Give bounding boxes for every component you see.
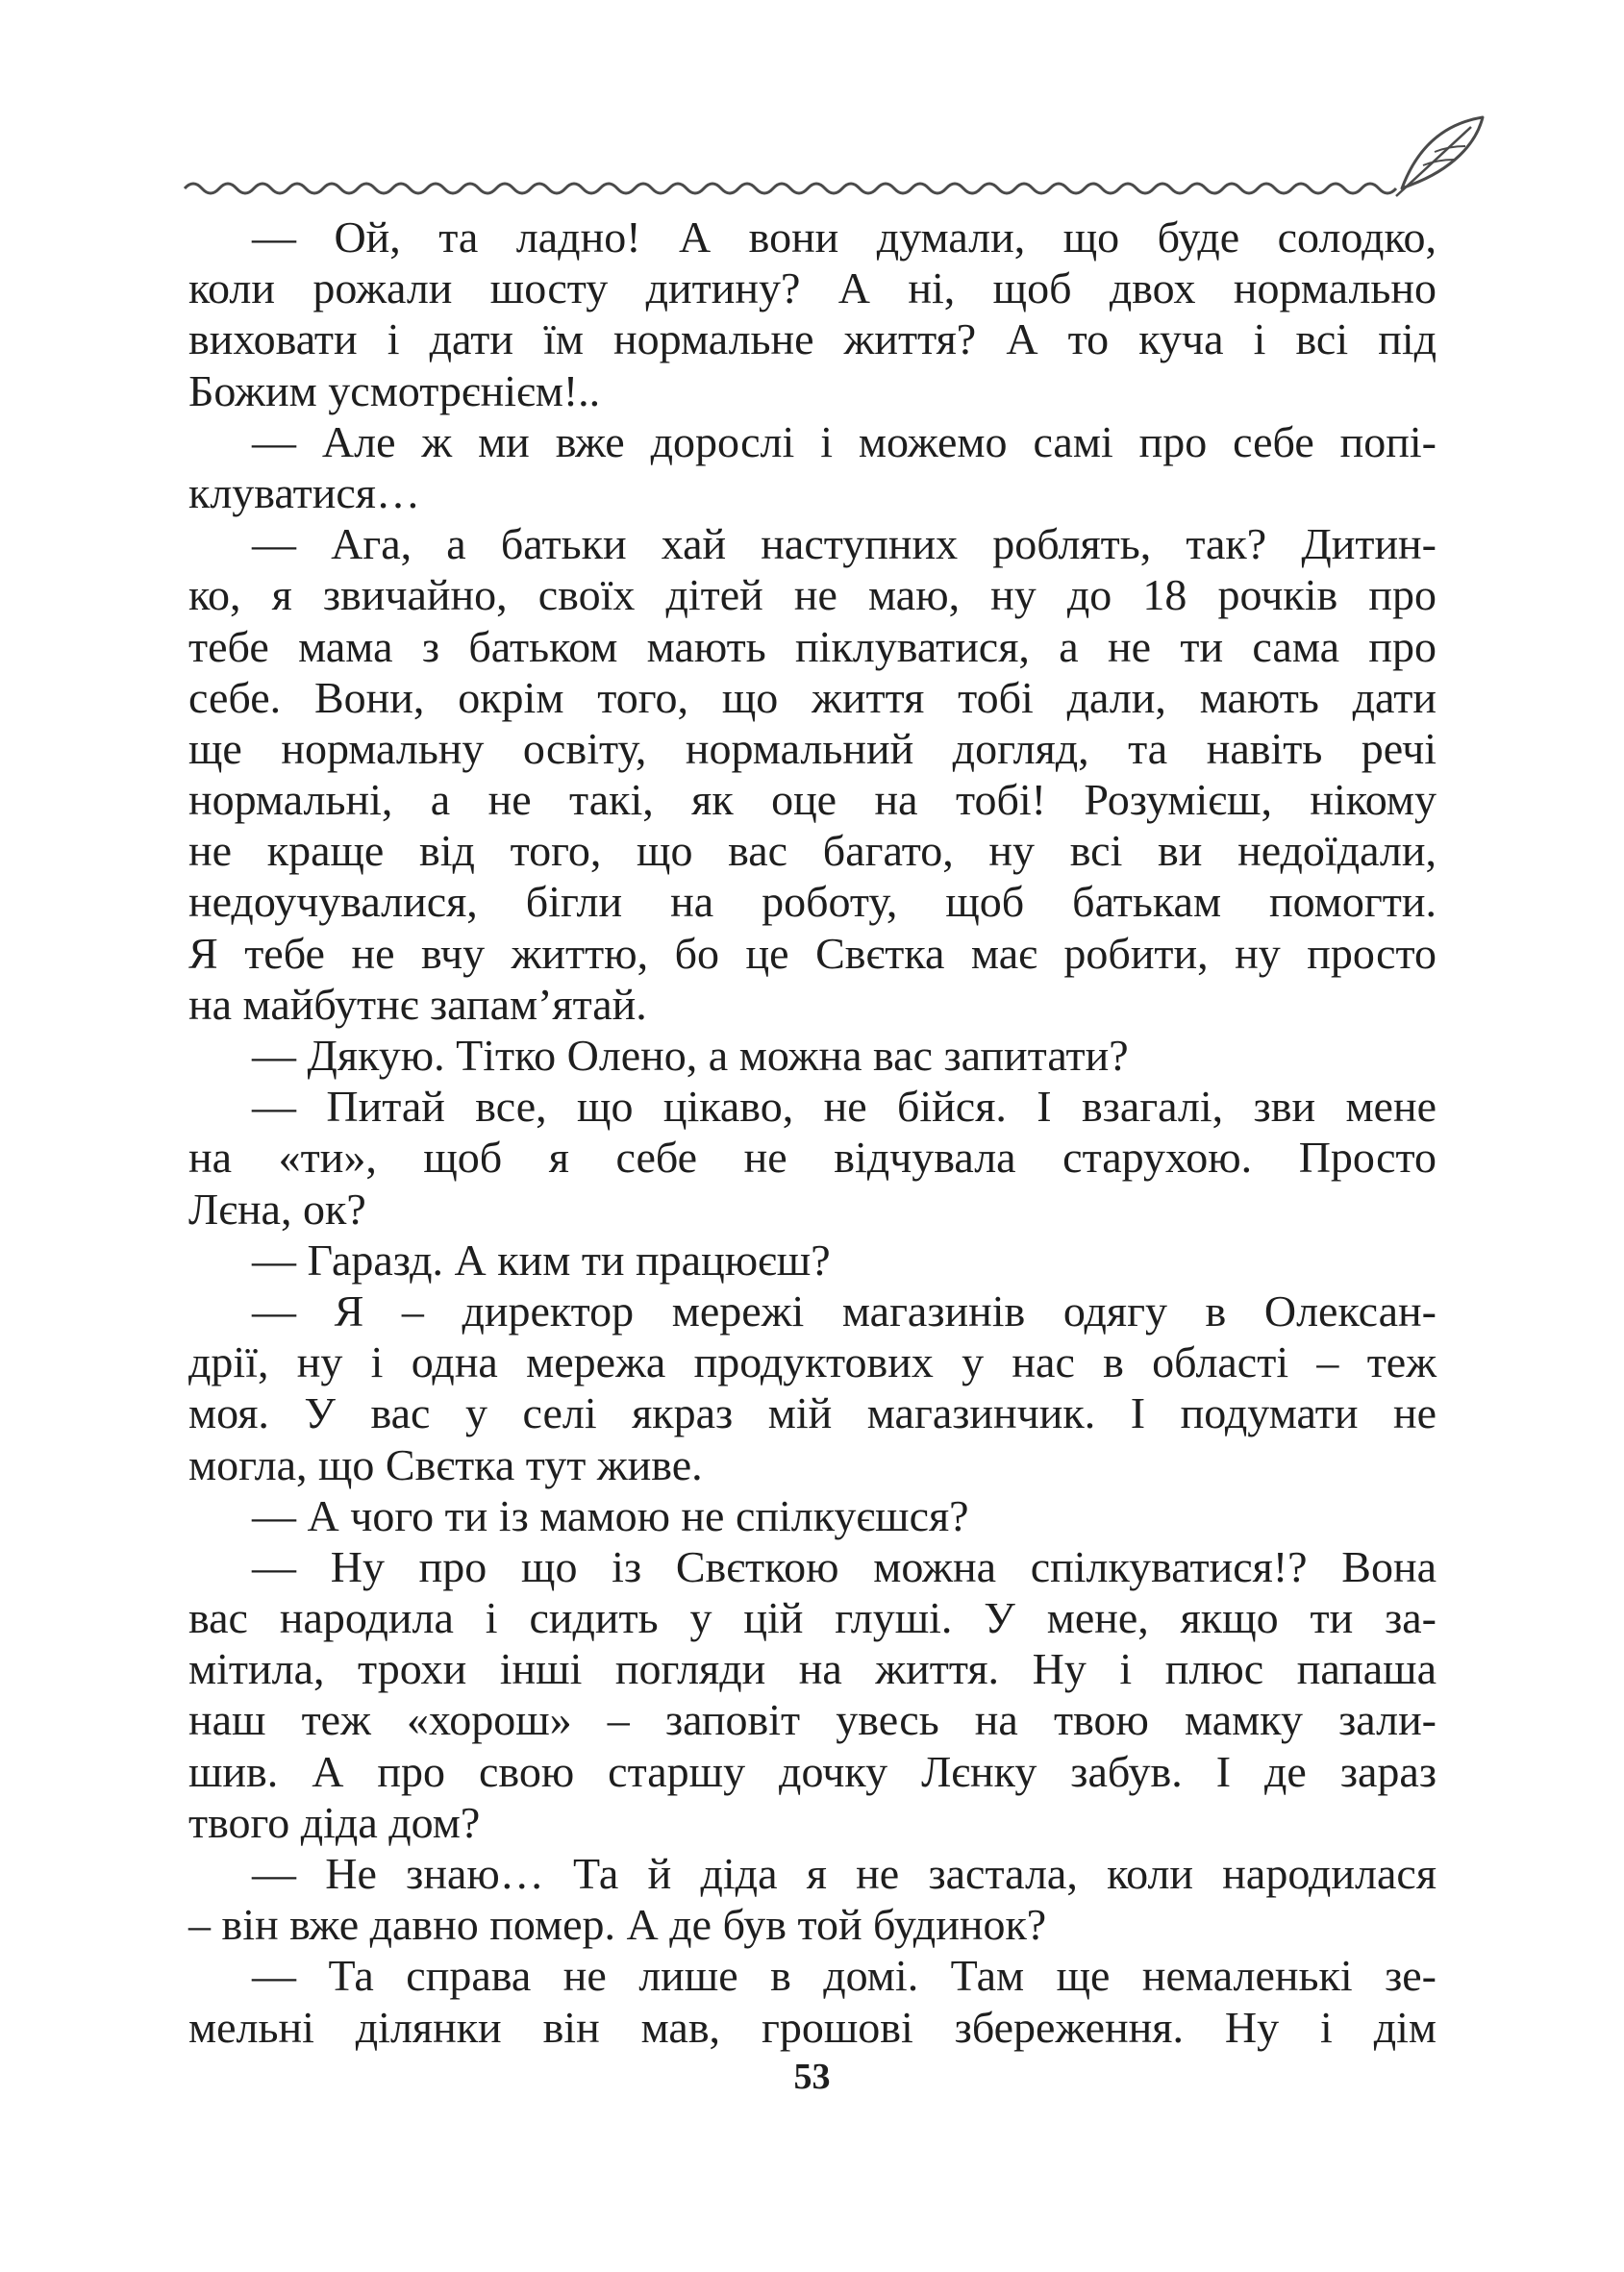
header-ornament — [183, 106, 1490, 212]
text-line: — Я – директор мережі магазинів одягу в Олексан- — [252, 1286, 1437, 1336]
text-line: – він вже давно помер. А де був той будинок? — [188, 1900, 1047, 1950]
body-text — [188, 212, 1437, 2053]
text-line: коли рожали шосту дитину? А ні, щоб двох нормально — [188, 263, 1437, 313]
text-line: — Ой, та ладно! А вони думали, що буде солодко, — [252, 212, 1437, 262]
text-line: ко, я звичайно, своїх дітей не маю, ну до 18 рочків про — [188, 570, 1437, 620]
text-line: — Та справа не лише в домі. Там ще немаленькі зе- — [252, 1951, 1437, 2001]
text-line: клуватися… — [188, 467, 420, 517]
text-line: мельні ділянки він мав, грошові збереження. Ну і дім — [188, 2002, 1437, 2052]
text-line: — Але ж ми вже дорослі і можемо самі про себе попі- — [252, 416, 1437, 466]
text-line: нормальні, а не такі, як оце на тобі! Розумієш, нікому — [188, 775, 1437, 825]
text-line: Лєна, ок? — [188, 1184, 366, 1234]
page-number: 53 — [793, 2057, 831, 2097]
text-line: тебе мама з батьком мають піклуватися, а не ти сама про — [188, 621, 1437, 671]
quill-feather-icon — [1396, 117, 1483, 196]
text-line: дрії, ну і одна мережа продуктових у нас в області – теж — [188, 1337, 1437, 1387]
text-line: Божим усмотрєнієм!.. — [188, 365, 601, 415]
text-line: наш теж «хорош» – заповіт увесь на твою мамку зали- — [188, 1695, 1437, 1745]
text-line: мітила, трохи інші погляди на життя. Ну і плюс папаша — [188, 1644, 1437, 1694]
text-line: — Ну про що із Свєткою можна спілкуватися!? Вона — [252, 1541, 1437, 1591]
text-line: себе. Вони, окрім того, що життя тобі дали, мають дати — [188, 672, 1437, 722]
text-line: шив. А про свою старшу дочку Лєнку забув. І де зараз — [188, 1746, 1437, 1796]
text-line: не краще від того, що вас багато, ну всі ви недоїдали, — [188, 826, 1437, 876]
text-line: — Дякую. Тітко Олено, а можна вас запитати? — [252, 1031, 1129, 1080]
text-line: ще нормальну освіту, нормальний догляд, та навіть речі — [188, 723, 1437, 773]
text-line: вас народила і сидить у цій глуші. У мене, якщо ти за- — [188, 1593, 1437, 1643]
text-line: недоучувалися, бігли на роботу, щоб батькам помогти. — [188, 877, 1437, 927]
text-line: твого діда дом? — [188, 1797, 481, 1847]
text-line: могла, що Свєтка тут живе. — [188, 1439, 703, 1489]
text-line: — А чого ти із мамою не спілкуєшся? — [252, 1490, 969, 1540]
text-line: — Гаразд. А ким ти працюєш? — [252, 1235, 831, 1285]
text-line: — Не знаю… Та й діда я не застала, коли народилася — [252, 1849, 1437, 1898]
text-line: — Ага, а батьки хай наступних роблять, так? Дитин- — [252, 519, 1437, 569]
text-line: — Питай все, що цікаво, не бійся. І взагалі, зви мене — [252, 1082, 1437, 1132]
text-line: Я тебе не вчу життю, бо це Свєтка має робити, ну просто — [188, 928, 1437, 978]
text-line: виховати і дати їм нормальне життя? А то куча і всі під — [188, 314, 1437, 364]
wavy-line — [185, 184, 1396, 193]
text-line: моя. У вас у селі якраз мій магазинчик. І подумати не — [188, 1388, 1437, 1438]
text-line: на майбутнє запам’ятай. — [188, 979, 647, 1029]
text-line: на «ти», щоб я себе не відчувала старухою. Просто — [188, 1133, 1437, 1183]
